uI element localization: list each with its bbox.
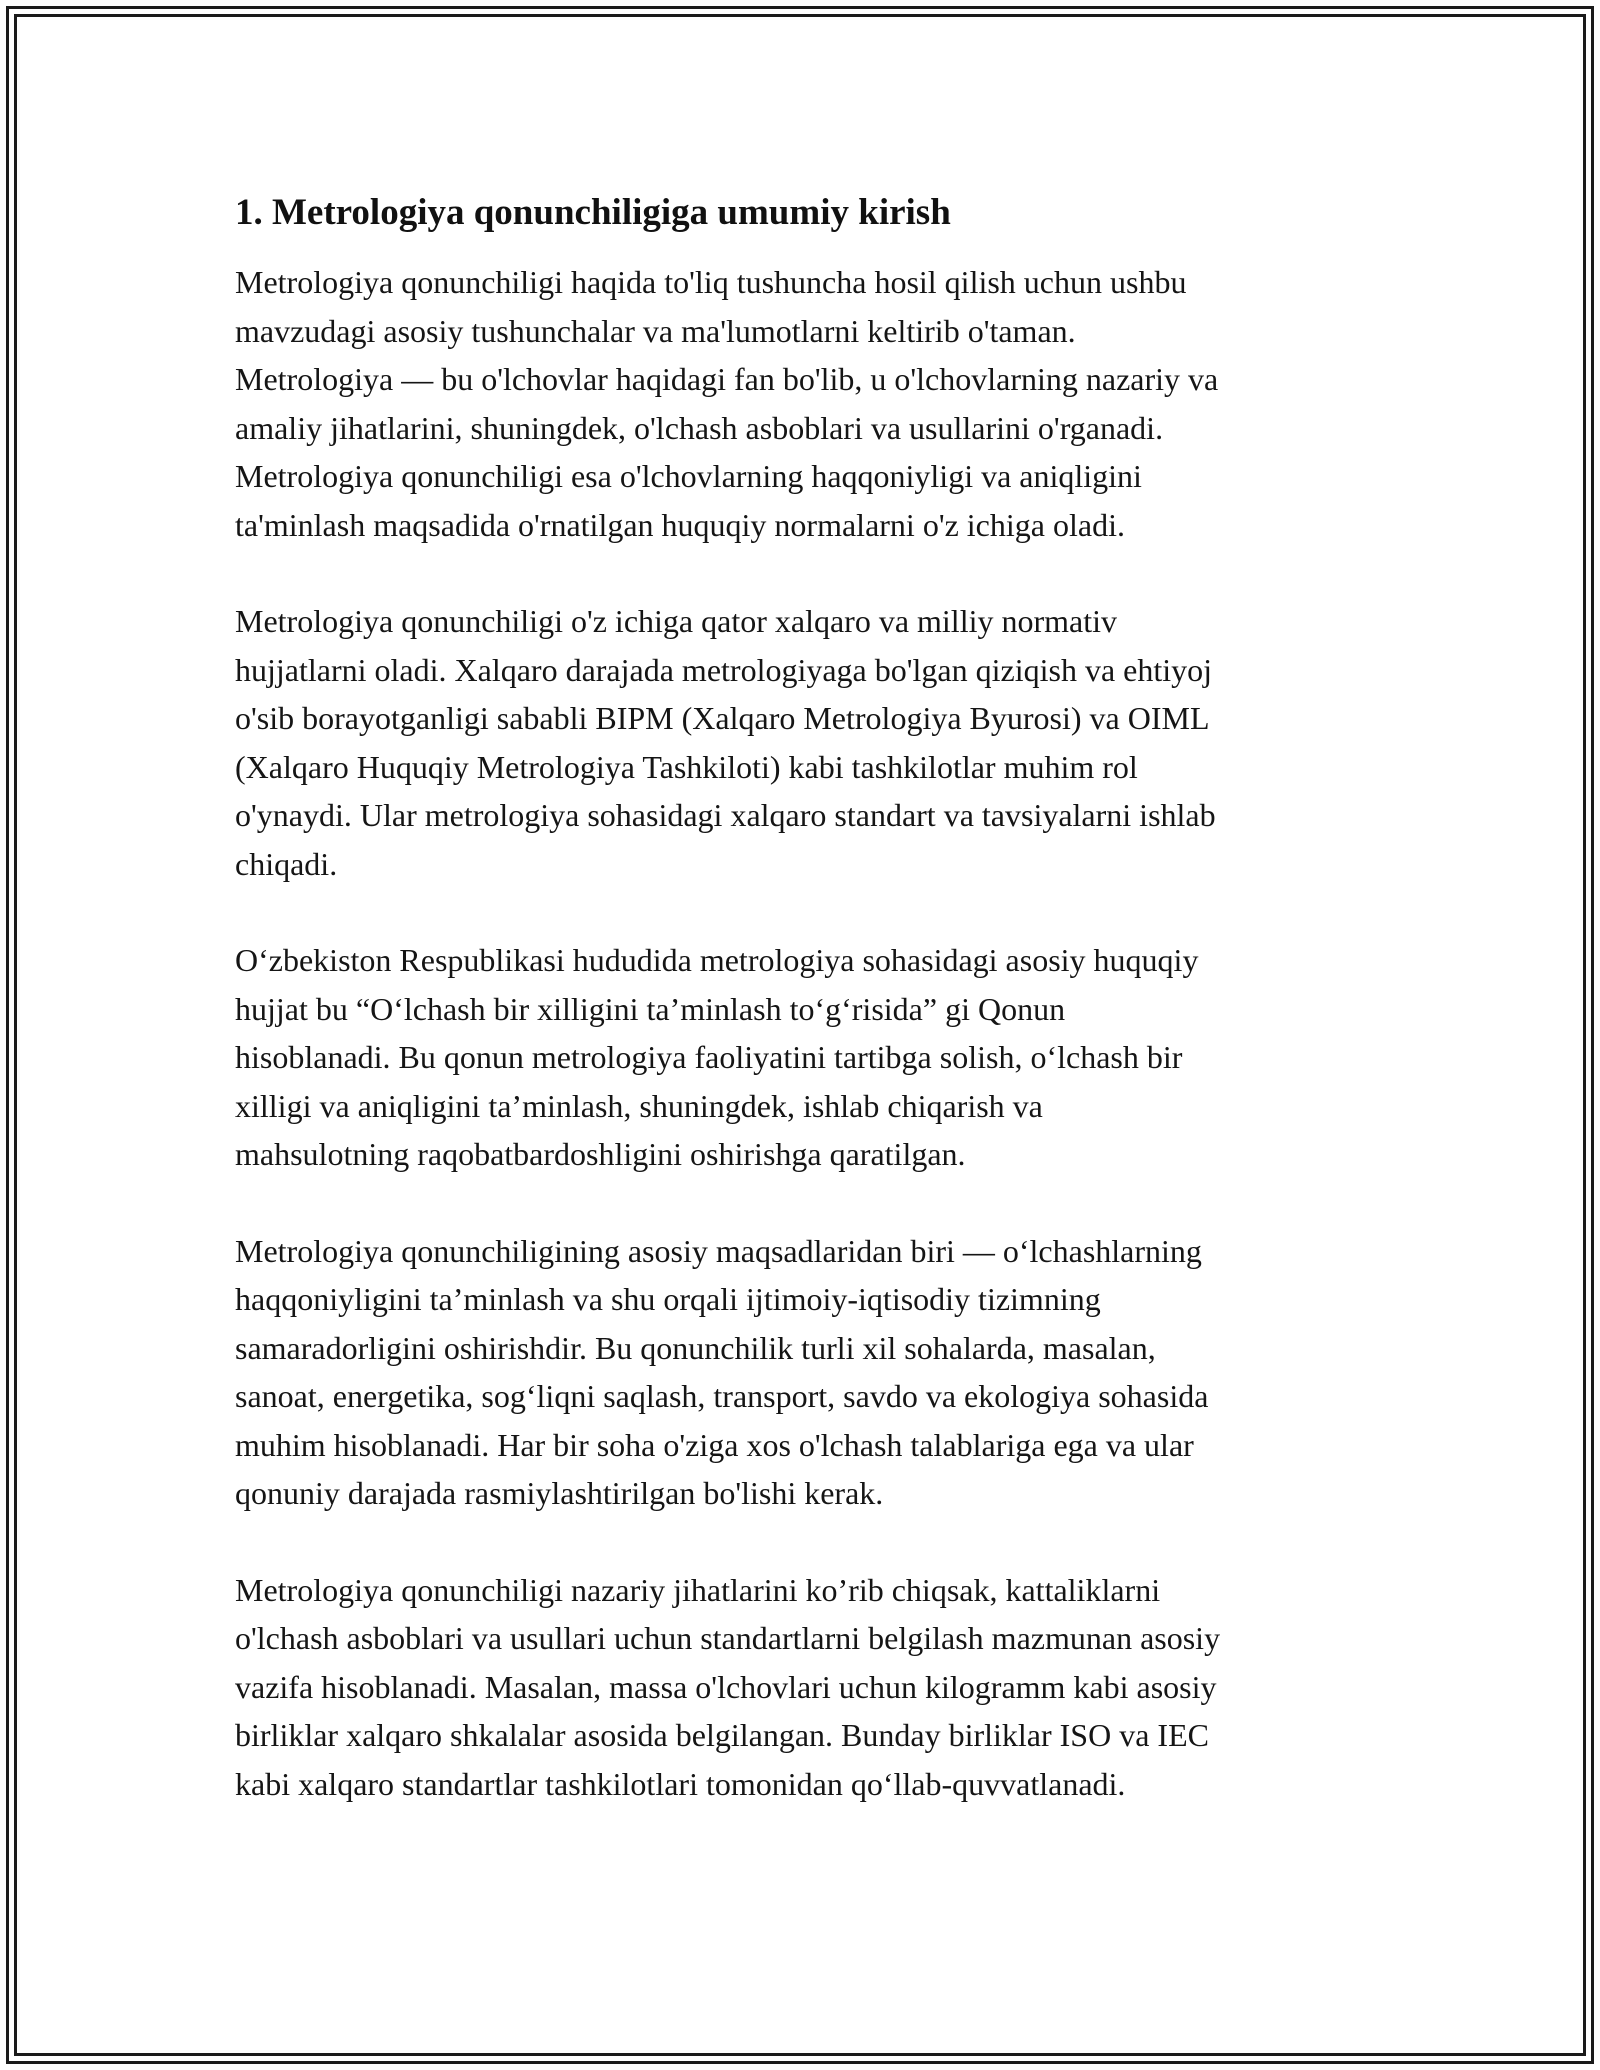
paragraph-3: O‘zbekiston Respublikasi hududida metrologiya sohasidagi asosiy huquqiy hujjat bu “O‘lchash bir xilligini ta’minlash to‘g‘risida” gi Qonun hisoblanadi. Bu qonun metrologiya faoliyatini tartibga solish, o‘lchash bir xilligi va aniqligini ta’minlash, shuningdek, ishlab chiqarish va mahsulotning raqobatbardoshligini oshirishga qaratilgan. [235,942,1199,1172]
paragraph-1: Metrologiya qonunchiligi haqida to'liq tushuncha hosil qilish uchun ushbu mavzudagi asosiy tushunchalar va ma'lumotlarni keltirib o'taman. Metrologiya — bu o'lchovlar haqidagi fan bo'lib, u o'lchovlarning nazariy va amaliy jihatlarini, shuningdek, o'lchash asboblari va usullarini o'rganadi. Metrologiya qonunchiligi esa o'lchovlarning haqqoniyligi va aniqligini ta'minlash maqsadida o'rnatilgan huquqiy normalarni o'z ichiga oladi. [235,264,1219,543]
paragraph-4: Metrologiya qonunchiligining asosiy maqsadlaridan biri — o‘lchashlarning haqqoniyligini ta’minlash va shu orqali ijtimoiy-iqtisodiy tizimning samaradorligini oshirishdir. Bu qonunchilik turli xil sohalarda, masalan, sanoat, energetika, sog‘liqni saqlash, transport, savdo va ekologiya sohasida muhim hisoblanadi. Har bir soha o'ziga xos o'lchash talablariga ega va ular qonuniy darajada rasmiylashtirilgan bo'lishi kerak. [235,1232,1209,1511]
section-title: 1. Metrologiya qonunchiligiga umumiy kirish [235,192,951,233]
paragraph-2: Metrologiya qonunchiligi o'z ichiga qator xalqaro va milliy normativ hujjatlarni oladi. Xalqaro darajada metrologiyaga bo'lgan qiziqish va ehtiyoj o'sib borayotganligi sababli BIPM (Xalqaro Metrologiya Byurosi) va OIML (Xalqaro Huquqiy Metrologiya Tashkiloti) kabi tashkilotlar muhim rol o'ynaydi. Ular metrologiya sohasidagi xalqaro standart va tavsiyalarni ishlab chiqadi. [235,603,1216,882]
document-body [235,186,1375,1856]
paragraph-5: Metrologiya qonunchiligi nazariy jihatlarini ko’rib chiqsak, kattaliklarni o'lchash asboblari va usullari uchun standartlarni belgilash mazmunan asosiy vazifa hisoblanadi. Masalan, massa o'lchovlari uchun kilogramm kabi asosiy birliklar xalqaro shkalalar asosida belgilangan. Bunday birliklar ISO va IEC kabi xalqaro standartlar tashkilotlari tomonidan qo‘llab-quvvatlanadi. [235,1571,1221,1802]
